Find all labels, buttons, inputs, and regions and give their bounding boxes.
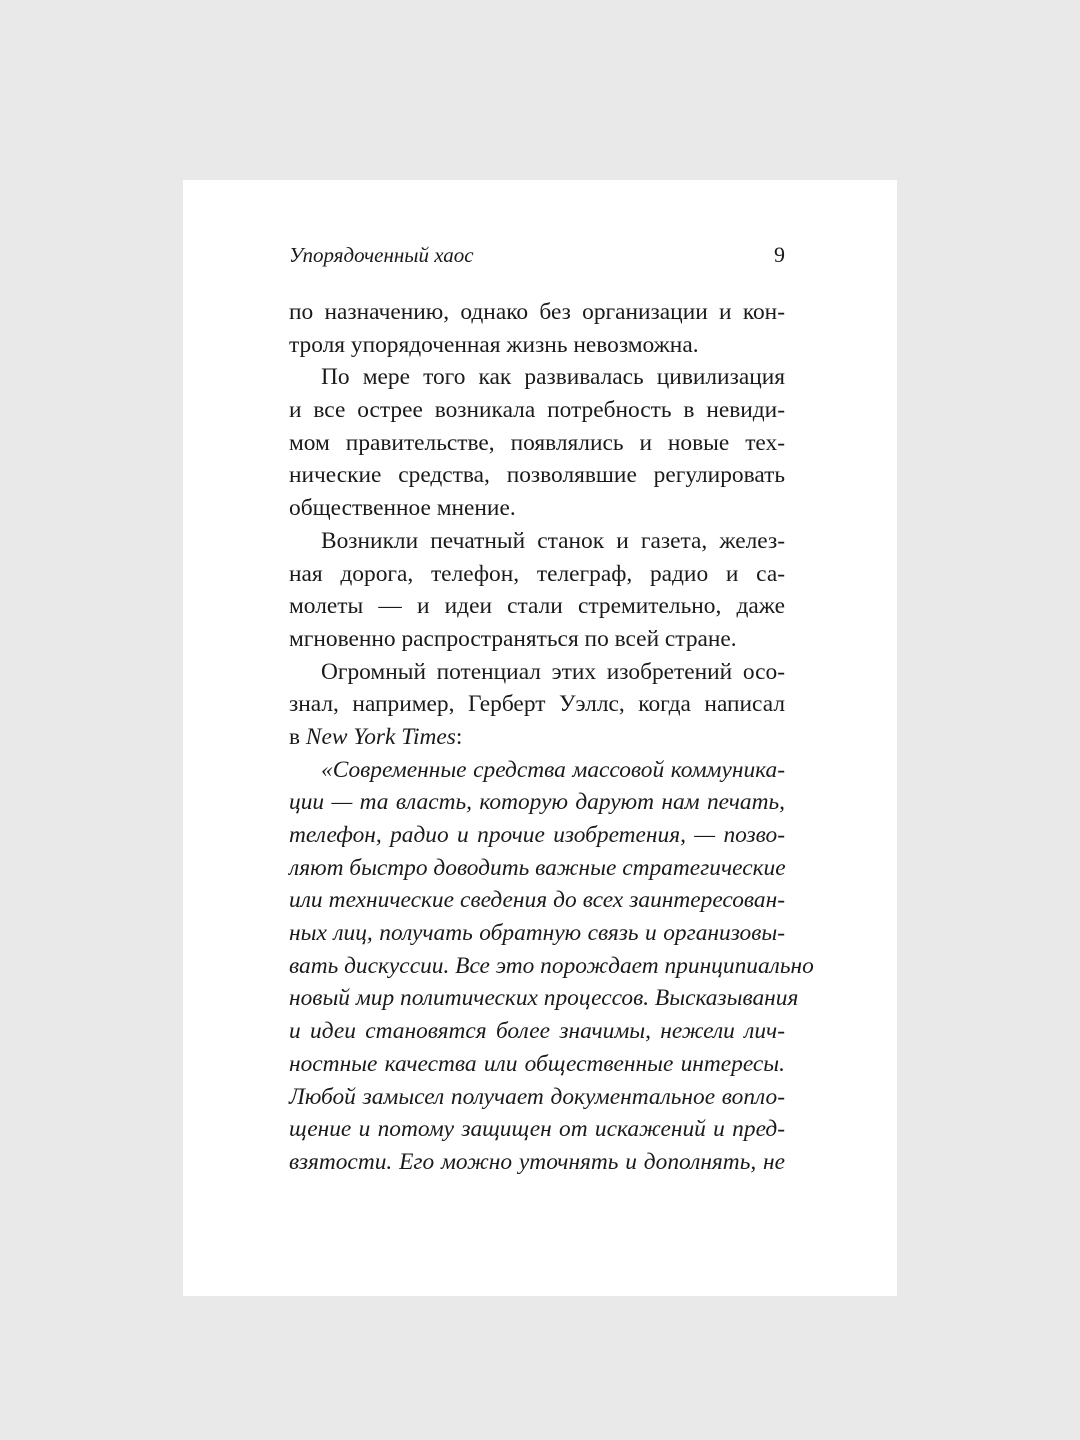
- text-line: ностные качества или общественные интересы.: [289, 1050, 785, 1077]
- text-line: взятости. Его можно уточнять и дополнять, не: [289, 1148, 785, 1175]
- text-line: общественное мнение.: [289, 495, 516, 522]
- text-line: Возникли печатный станок и газета, желез-: [321, 527, 785, 554]
- text-line: по назначению, однако без организации и кон-: [289, 299, 785, 325]
- text-line: «Современные средства массовой коммуника-: [321, 756, 785, 783]
- text-line: знал, например, Герберт Уэллс, когда написал: [289, 691, 785, 718]
- text-line: и идеи становятся более значимы, нежели лич-: [289, 1018, 785, 1045]
- text-line: новый мир политических процессов. Высказывания: [289, 985, 799, 1012]
- text-line: вать дискуссии. Все это порождает принципиально: [289, 952, 814, 979]
- text-line: троля упорядоченная жизнь невозможна.: [289, 331, 699, 358]
- text-fragment: в: [289, 723, 306, 750]
- text-line: Любой замысел получает документальное вопло-: [289, 1083, 785, 1110]
- paragraph-4: [289, 656, 785, 754]
- book-page: [183, 180, 897, 1296]
- text-line: телефон, радио и прочие изобретения, — позво-: [289, 822, 785, 848]
- text-line: или технические сведения до всех заинтересован-: [289, 887, 785, 914]
- text-line: ная дорога, телефон, телеграф, радио и са-: [289, 560, 785, 587]
- body-text: [289, 296, 814, 1179]
- text-line: щение и потому защищен от искажений и пред-: [289, 1116, 785, 1143]
- text-line: и все острее возникала потребность в невиди-: [289, 397, 785, 424]
- text-line: По мере того как развивалась цивилизация: [321, 364, 785, 391]
- paragraph-3: [289, 525, 785, 656]
- text-line: Огромный потенциал этих изобретений осо-: [321, 658, 785, 685]
- text-line: мгновенно распространяться по всей стране.: [289, 625, 737, 652]
- text-line: нические средства, позволявшие регулировать: [289, 462, 785, 489]
- paragraph-2: [289, 361, 785, 524]
- text-fragment: :: [455, 723, 463, 750]
- running-title: Упорядоченный хаос: [289, 243, 474, 267]
- page-number: 9: [774, 242, 785, 267]
- text-line: ных лиц, получать обратную связь и организовы-: [289, 920, 785, 947]
- text-line: [289, 721, 785, 754]
- text-line: мом правительстве, появлялись и новые тех-: [289, 429, 785, 456]
- text-line: ции — та власть, которую даруют нам печать,: [289, 789, 785, 816]
- text-line: молеты — и идеи стали стремительно, даже: [289, 593, 785, 620]
- quotation: [289, 754, 814, 1179]
- text-line: ляют быстро доводить важные стратегические: [289, 854, 786, 881]
- running-head: [289, 242, 785, 270]
- newspaper-title: New York Times: [305, 723, 456, 750]
- paragraph-1: [289, 296, 785, 361]
